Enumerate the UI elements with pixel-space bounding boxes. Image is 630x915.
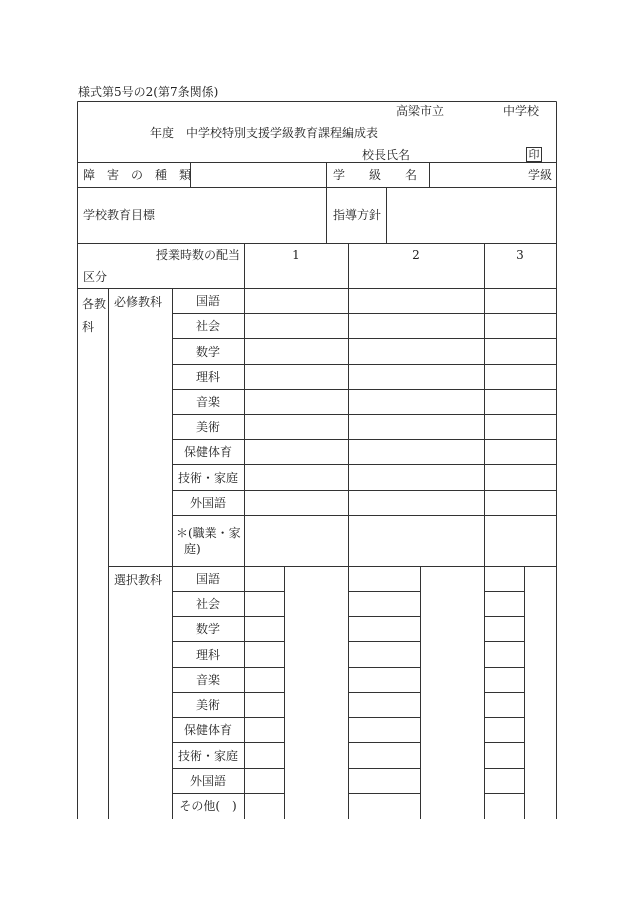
required-subject-tech-home: 技術・家庭 (177, 471, 238, 485)
required-subject-social: 社会 (195, 319, 220, 333)
grade-1-header: 1 (292, 248, 300, 262)
elective-subject-music: 音楽 (195, 673, 220, 687)
disability-type-label: 障 害 の 種 類 (83, 168, 192, 182)
required-subject-math: 数学 (195, 345, 220, 359)
elective-subject-science: 理科 (195, 648, 220, 662)
required-subject-vocational-line1: ＊(職業・家 (176, 526, 241, 540)
hours-allocation-label: 授業時数の配当 (156, 248, 241, 262)
elective-subject-pe: 保健体育 (183, 723, 232, 737)
required-subject-science: 理科 (195, 370, 220, 384)
school-goal-label: 学校教育目標 (83, 208, 156, 222)
elective-subject-tech-home: 技術・家庭 (177, 749, 238, 763)
form-title: 年度 中学校特別支援学級教育課程編成表 (150, 126, 379, 140)
elective-subject-social: 社会 (195, 597, 220, 611)
grade-2-header: 2 (412, 248, 420, 262)
grade-3-header: 3 (516, 248, 524, 262)
required-subject-vocational-line2: 庭) (184, 542, 201, 556)
required-subject-art: 美術 (195, 420, 220, 434)
elective-subject-foreign-lang: 外国語 (189, 774, 226, 788)
elective-subjects-label: 選択教科 (114, 573, 163, 587)
city-label: 高梁市立 (396, 104, 445, 118)
class-name-label: 学 級 名 (333, 168, 418, 182)
class-suffix: 学級 (528, 168, 553, 182)
guidance-policy-label: 指導方針 (333, 208, 382, 222)
school-suffix: 中学校 (503, 104, 540, 118)
required-subject-japanese: 国語 (195, 294, 220, 308)
category-label: 区分 (83, 270, 108, 284)
elective-subject-other: その他( ) (179, 799, 237, 813)
required-subject-music: 音楽 (195, 395, 220, 409)
form-label: 様式第5号の2(第7条関係) (78, 85, 219, 99)
required-subjects-label: 必修教科 (114, 295, 163, 309)
each-subject-label-line1: 各教 (82, 297, 107, 311)
required-subject-pe: 保健体育 (183, 445, 232, 459)
principal-name-label: 校長氏名 (362, 148, 411, 162)
elective-subject-art: 美術 (195, 698, 220, 712)
required-subject-foreign-lang: 外国語 (189, 496, 226, 510)
elective-subject-japanese: 国語 (195, 572, 220, 586)
each-subject-label-line2: 科 (82, 320, 95, 334)
elective-subject-math: 数学 (195, 622, 220, 636)
seal-mark: 印 (526, 147, 542, 162)
